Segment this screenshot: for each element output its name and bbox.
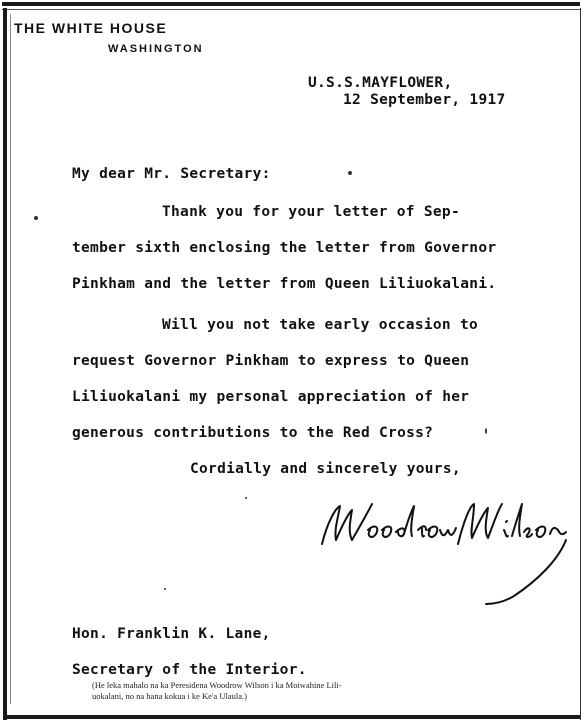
- footnote-line-1: (He leka mahalo na ka Peresidena Woodrow Wilson i ka Moiwahine Lili-: [92, 680, 342, 690]
- date-line: 12 September, 1917: [343, 92, 506, 108]
- hawaiian-footnote: [92, 680, 342, 702]
- body-line-6: Liliuokalani my personal appreciation of her: [72, 389, 470, 405]
- footnote-line-2: uokalani, no na hana kokua i ke Ke'a Ulaula.): [92, 691, 247, 701]
- ink-speck: [34, 216, 38, 220]
- right-border: [580, 8, 581, 720]
- ink-speck: [485, 428, 487, 434]
- body-line-1: Thank you for your letter of Sep-: [162, 204, 460, 220]
- ink-speck: [245, 497, 247, 499]
- top-border-inner: [2, 9, 580, 10]
- left-border: [3, 8, 7, 720]
- addressee-name: Hon. Franklin K. Lane,: [72, 626, 271, 642]
- body-line-7: generous contributions to the Red Cross?: [72, 425, 434, 441]
- bottom-border: [3, 715, 580, 719]
- body-line-4: Will you not take early occasion to: [162, 317, 479, 333]
- top-border: [2, 2, 580, 6]
- closing: Cordially and sincerely yours,: [190, 461, 461, 477]
- body-line-3: Pinkham and the letter from Queen Liliuokalani.: [72, 276, 497, 292]
- signature-woodrow-wilson: [318, 500, 578, 610]
- left-border-inner: [10, 14, 11, 704]
- body-line-2: tember sixth enclosing the letter from Governor: [72, 240, 497, 256]
- letterhead-subtitle: WASHINGTON: [108, 43, 204, 55]
- body-line-5: request Governor Pinkham to express to Queen: [72, 353, 470, 369]
- location-line: U.S.S.MAYFLOWER,: [308, 75, 453, 91]
- addressee-title: Secretary of the Interior.: [72, 662, 307, 678]
- ink-speck: [348, 171, 352, 175]
- salutation: My dear Mr. Secretary:: [72, 166, 271, 182]
- ink-speck: [164, 588, 166, 590]
- letterhead-title: THE WHITE HOUSE: [14, 20, 168, 36]
